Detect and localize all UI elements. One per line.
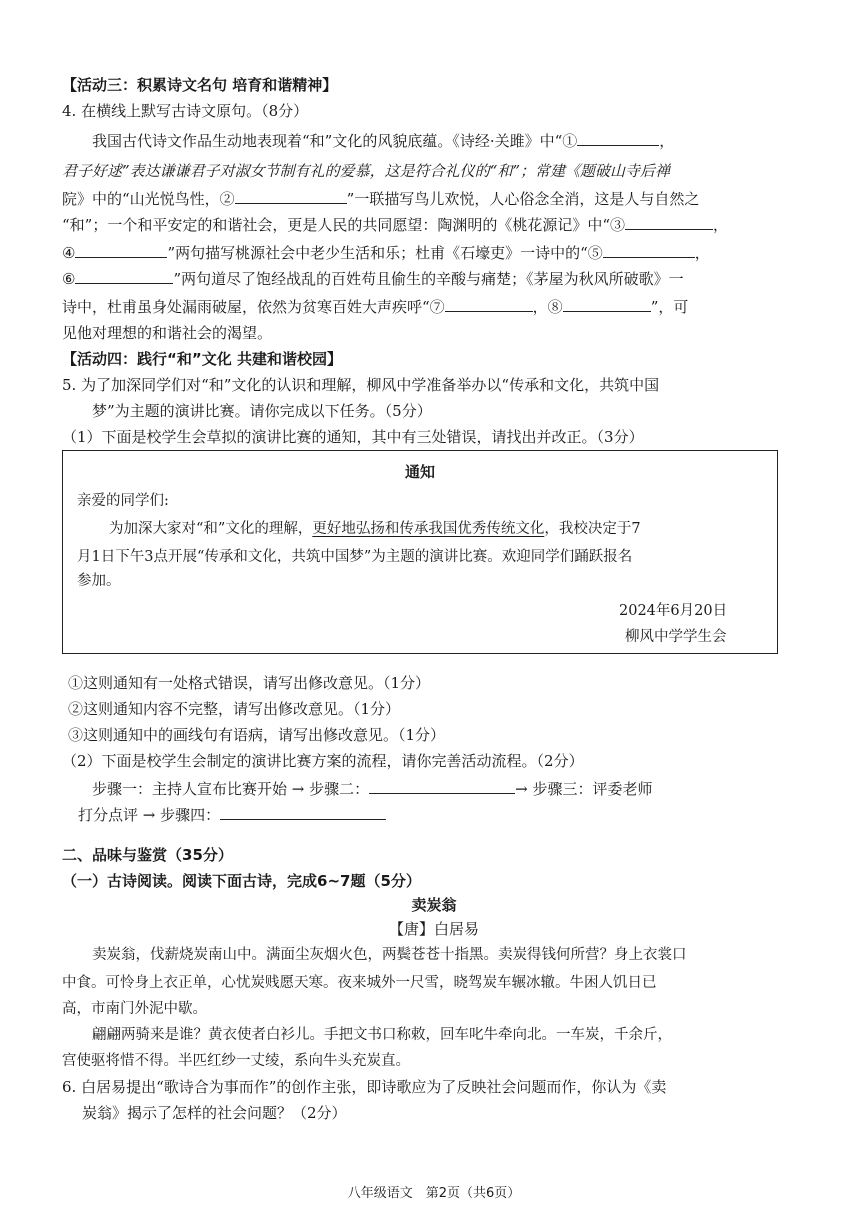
flow-step-4-blank[interactable]: [220, 803, 386, 820]
page-footer: 八年级语文 第2页（共6页）: [347, 1186, 521, 1201]
blank-8[interactable]: [563, 295, 651, 312]
subquestion-2: ②这则通知内容不完整，请写出修改意见。（1分）: [68, 700, 401, 718]
notice-body-line-1: 为加深大家对“和”文化的理解，更好地弘扬和传承我国优秀传统文化，我校决定于7: [109, 521, 641, 537]
subquestion-1: ①这则通知有一处格式错误，请写出修改意见。（1分）: [68, 674, 431, 692]
poem-title: 卖炭翁: [411, 896, 457, 914]
blank-5[interactable]: [603, 241, 695, 258]
passage-line-8: 见他对理想的和谐社会的渴望。: [62, 324, 273, 342]
blank-4[interactable]: [75, 241, 167, 258]
notice-box: [62, 450, 778, 654]
notice-underlined-sentence: 更好地弘扬和传承我国优秀传统文化: [312, 521, 545, 537]
passage-line-4: “和”；一个和平安定的和谐社会，更是人民的共同愿望：陶渊明的《桃花源记》中“③ ，: [62, 212, 782, 238]
question-4: 4. 在横线上默写古诗文原句。（8分）: [62, 102, 309, 120]
passage-line-2: 君子好逑”表达谦谦君子对淑女节制有礼的爱慕，这是符合礼仪的“和”；常建《题破山寺后禅: [62, 162, 671, 180]
part2-heading: 二、品味与鉴赏（35分）: [62, 846, 233, 864]
section3-heading: 【活动三：积累诗文名句 培育和谐精神】: [62, 76, 338, 94]
question-6-line-1: 6. 白居易提出“歌诗合为事而作”的创作主张，即诗歌应为了反映社会问题而作，你认为《卖: [62, 1078, 667, 1096]
part2-sub1: （一）古诗阅读。阅读下面古诗，完成6~7题（5分）: [62, 872, 421, 890]
notice-body-line-2: 月1日下午3点开展“传承和文化，共筑中国梦”为主题的演讲比赛。欢迎同学们踊跃报名: [77, 549, 633, 565]
subquestion-3: ③这则通知中的画线句有语病，请写出修改意见。（1分）: [68, 726, 446, 744]
poem-line-2: 中食。可怜身上衣正单，心忧炭贱愿天寒。夜来城外一尺雪，晓驾炭车辗冰辙。牛困人饥日已: [62, 975, 657, 991]
blank-7[interactable]: [445, 295, 533, 312]
question-5-line-1: 5. 为了加深同学们对“和”文化的认识和理解，柳风中学准备举办以“传承和文化，共筑中国: [62, 376, 660, 394]
poem-line-5: 宫使驱将惜不得。半匹红纱一丈绫，系向牛头充炭直。: [62, 1053, 410, 1069]
question-5-1: （1）下面是校学生会草拟的演讲比赛的通知，其中有三处错误，请找出并改正。（3分）: [62, 428, 644, 446]
flow-step-2-blank[interactable]: [369, 777, 515, 794]
passage-line-5: ④ ”两句描写桃源社会中老少生活和乐；杜甫《石壕吏》一诗中的“⑤ ，: [62, 240, 782, 266]
notice-greeting: 亲爱的同学们:: [77, 493, 169, 509]
passage-line-1: 我国古代诗文作品生动地表现着“和”文化的风貌底蕴。《诗经·关雎》中“① ，: [92, 128, 782, 154]
notice-date: 2024年6月20日: [619, 603, 728, 619]
question-6-line-2: 炭翁》揭示了怎样的社会问题？（2分）: [82, 1104, 347, 1122]
question-5-line-2: 梦”为主题的演讲比赛。请你完成以下任务。（5分）: [92, 402, 432, 420]
notice-signer: 柳风中学学生会: [625, 629, 727, 645]
poem-line-4: 翩翩两骑来是谁？黄衣使者白衫儿。手把文书口称敕，回车叱牛牵向北。一车炭，千余斤，: [92, 1027, 672, 1043]
question-5-2: （2）下面是校学生会制定的演讲比赛方案的流程，请你完善活动流程。（2分）: [62, 752, 584, 770]
passage-line-3: 院》中的“山光悦鸟性，② ”一联描写鸟儿欢悦，人心俗念全消，这是人与自然之: [62, 186, 782, 212]
blank-2[interactable]: [235, 187, 347, 204]
poem-line-3: 高，市南门外泥中歇。: [62, 1001, 207, 1017]
flow-line-1: 步骤一：主持人宣布比赛开始 → 步骤二： → 步骤三：评委老师: [92, 776, 782, 802]
poem-line-1: 卖炭翁，伐薪烧炭南山中。满面尘灰烟火色，两鬓苍苍十指黑。卖炭得钱何所营？身上衣裳口: [92, 947, 687, 963]
blank-3[interactable]: [625, 213, 713, 230]
passage-line-7: 诗中，杜甫虽身处漏雨破屋，依然为贫寒百姓大声疾呼“⑦ ，⑧ ”，可: [62, 294, 782, 320]
notice-body-line-3: 参加。: [77, 573, 121, 589]
passage-line-6: ⑥ ”两句道尽了饱经战乱的百姓苟且偷生的辛酸与痛楚；《茅屋为秋风所破歌》一: [62, 266, 782, 292]
poem-author: 【唐】白居易: [388, 920, 479, 938]
blank-1[interactable]: [577, 129, 659, 146]
section4-heading: 【活动四：践行“和”文化 共建和谐校园】: [62, 350, 342, 368]
notice-title: 通知: [404, 463, 435, 481]
flow-line-2: 打分点评 → 步骤四：: [78, 802, 798, 828]
blank-6[interactable]: [75, 267, 173, 284]
